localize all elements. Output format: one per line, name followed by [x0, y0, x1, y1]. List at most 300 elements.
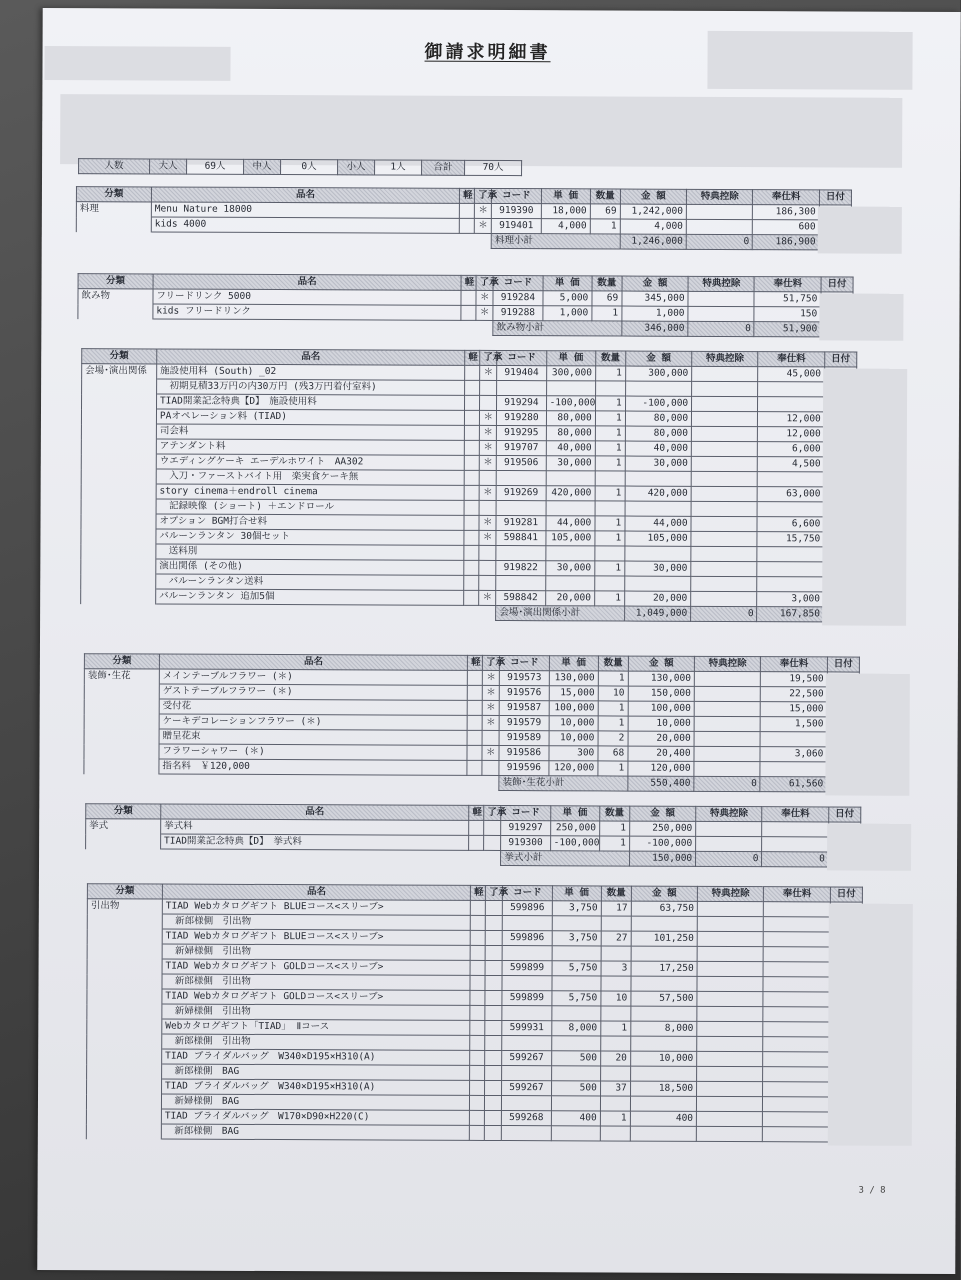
- service-mark: [484, 835, 501, 850]
- column-header: 軽: [468, 655, 483, 670]
- light-tax-cell: [470, 1095, 485, 1110]
- unit-price: 250,000: [550, 821, 599, 836]
- quantity: 1: [595, 456, 625, 471]
- middle-count: 0人: [281, 160, 338, 175]
- quantity: [601, 1006, 631, 1021]
- quantity: 1: [598, 671, 628, 686]
- deduction-cell: [691, 471, 757, 486]
- category-cell: [81, 469, 156, 484]
- column-header: 品名: [162, 884, 470, 900]
- amount: [631, 946, 697, 961]
- unit-price: 300: [549, 746, 598, 761]
- amount: 63,750: [631, 901, 697, 916]
- column-header: 了承: [484, 805, 501, 820]
- service-charge: [757, 562, 823, 577]
- deduction-cell: [686, 219, 752, 234]
- item-code: 919587: [499, 701, 548, 716]
- amount: 100,000: [628, 701, 694, 716]
- amount: [625, 501, 691, 516]
- quantity: 1: [600, 1111, 630, 1126]
- item-name: TIAD Webカタログギフト BLUEコース<スリーブ>: [162, 929, 470, 945]
- column-header: 金 額: [622, 276, 688, 291]
- item-code: 919506: [497, 455, 546, 470]
- deduction-cell: [691, 426, 757, 441]
- item-name: TIAD Webカタログギフト GOLDコース<スリーブ>: [162, 989, 470, 1005]
- light-tax-cell: [465, 440, 480, 455]
- light-tax-cell: [470, 1020, 485, 1035]
- column-header: 日付: [827, 657, 859, 672]
- service-mark: ＊: [479, 590, 496, 605]
- light-tax-cell: [464, 470, 479, 485]
- unit-price: 40,000: [546, 441, 595, 456]
- category-cell: [81, 589, 156, 604]
- deduction-cell: [691, 591, 757, 606]
- redacted-block: [827, 823, 911, 870]
- amount: [630, 1066, 696, 1081]
- item-name: TIAD ブライダルバッグ W340×D195×H310(A): [161, 1079, 469, 1095]
- child-count: 1人: [375, 160, 422, 175]
- service-mark: ＊: [475, 203, 492, 218]
- service-charge: 3,060: [760, 747, 826, 762]
- light-tax-cell: [470, 1110, 485, 1125]
- service-mark: ＊: [480, 410, 497, 425]
- quantity: [600, 1126, 630, 1141]
- category-cell: [87, 929, 162, 944]
- service-mark: [485, 1065, 502, 1080]
- section-table: [76, 186, 852, 250]
- category-cell: 飲み物: [78, 289, 153, 304]
- service-charge: [763, 1007, 829, 1022]
- item-code: [496, 500, 545, 515]
- column-header: 特典控除: [692, 351, 758, 366]
- column-header: 分類: [86, 804, 161, 819]
- column-header: 数量: [592, 276, 622, 291]
- column-header: 分類: [87, 884, 162, 899]
- quantity: [600, 1066, 630, 1081]
- category-cell: [82, 379, 157, 394]
- redacted-block: [828, 903, 913, 1145]
- service-charge: [763, 977, 829, 992]
- amount: 250,000: [629, 821, 695, 836]
- middle-label: 中人: [244, 159, 281, 174]
- column-header: コード: [493, 275, 542, 290]
- category-cell: [81, 499, 156, 514]
- people-count-table: [78, 158, 878, 177]
- light-tax-cell: [471, 900, 486, 915]
- document-title: 御請求明細書: [424, 41, 551, 64]
- subtotal-row: [81, 604, 856, 622]
- service-mark: ＊: [482, 670, 499, 685]
- item-name: ウエディングケーキ エーデルホワイト AA302: [156, 454, 464, 470]
- column-header: 品名: [153, 274, 461, 290]
- column-header: コード: [500, 656, 549, 671]
- category-cell: [87, 974, 162, 989]
- light-tax-cell: [470, 990, 485, 1005]
- redacted-block: [60, 94, 902, 168]
- service-mark: ＊: [482, 685, 499, 700]
- quantity: 1: [598, 761, 628, 776]
- item-code: 919576: [500, 686, 549, 701]
- quantity: 68: [598, 746, 628, 761]
- deduction-cell: [696, 821, 762, 836]
- category-cell: [86, 834, 161, 849]
- column-header: 分類: [76, 187, 151, 202]
- category-cell: [87, 1079, 162, 1094]
- subtotal-label: 料理小計: [492, 233, 621, 249]
- category-cell: 引出物: [87, 899, 162, 914]
- item-name: TIAD開業記念特典【D】 施設使用料: [156, 394, 464, 410]
- category-cell: [86, 1094, 161, 1109]
- item-name: 贈呈花束: [159, 729, 467, 745]
- item-name: ゲストテーブルフラワー (＊): [159, 684, 467, 700]
- service-charge: 63,000: [758, 487, 824, 502]
- light-tax-cell: [470, 945, 485, 960]
- quantity: 69: [592, 291, 622, 306]
- item-name: 施設使用料 (South) _02: [157, 364, 465, 380]
- service-mark: ＊: [479, 515, 496, 530]
- item-name: 新婦様側 引出物: [162, 1004, 470, 1020]
- blank-cell: [76, 232, 491, 249]
- service-mark: [479, 575, 496, 590]
- unit-price: 400: [551, 1111, 600, 1126]
- item-name: TIAD開業記念特典【D】 挙式料: [161, 834, 469, 850]
- unit-price: 105,000: [545, 531, 594, 546]
- subtotal-label: 会場･演出関係小計: [496, 605, 625, 621]
- unit-price: 80,000: [546, 411, 595, 426]
- item-name: kids 4000: [151, 217, 459, 233]
- quantity: 27: [601, 931, 631, 946]
- quantity: 37: [600, 1081, 630, 1096]
- light-tax-cell: [467, 730, 482, 745]
- column-header: 単 価: [541, 189, 590, 204]
- page-number: 3 / 8: [858, 1185, 886, 1196]
- unit-price: 5,750: [552, 961, 601, 976]
- item-name: 新婦様側 BAG: [161, 1094, 469, 1110]
- amount: 30,000: [625, 456, 691, 471]
- deduction-cell: [692, 366, 758, 381]
- item-name: 指名料 ￥120,000: [159, 759, 467, 775]
- category-cell: [87, 959, 162, 974]
- item-code: 919300: [501, 836, 550, 851]
- amount: 17,250: [631, 961, 697, 976]
- deduction-cell: [697, 1051, 763, 1066]
- unit-price: 10,000: [549, 716, 598, 731]
- item-code: 599899: [502, 991, 551, 1006]
- column-header: 了承: [480, 350, 497, 365]
- column-header: コード: [497, 350, 546, 365]
- service-mark: [485, 900, 502, 915]
- quantity: [601, 946, 631, 961]
- item-code: 599267: [502, 1081, 551, 1096]
- light-tax-cell: [464, 560, 479, 575]
- subtotal-deduction: 0: [686, 234, 752, 249]
- light-tax-cell: [459, 218, 474, 233]
- deduction-cell: [694, 686, 760, 701]
- service-charge: [763, 992, 829, 1007]
- quantity: 1: [599, 836, 629, 851]
- deduction-cell: [697, 1081, 763, 1096]
- subtotal-row: [78, 319, 853, 337]
- item-name: オプション BGM打合せ料: [156, 514, 464, 530]
- amount: 4,000: [620, 219, 686, 234]
- light-tax-cell: [470, 1005, 485, 1020]
- deduction-cell: [697, 901, 763, 916]
- item-name: 新郎様側 引出物: [162, 914, 470, 930]
- item-code: 598842: [496, 590, 545, 605]
- quantity: 1: [595, 366, 625, 381]
- service-charge: 15,000: [761, 702, 827, 717]
- unit-price: 3,750: [552, 901, 601, 916]
- service-charge: [764, 962, 830, 977]
- column-header: 日付: [830, 887, 862, 902]
- column-header: 数量: [590, 189, 620, 204]
- light-tax-cell: [465, 425, 480, 440]
- amount: [625, 546, 691, 561]
- category-cell: 挙式: [86, 819, 161, 834]
- quantity: [595, 471, 625, 486]
- unit-price: [545, 546, 594, 561]
- service-charge: 12,000: [758, 412, 824, 427]
- item-name: フリードリンク 5000: [153, 289, 461, 305]
- unit-price: 4,000: [541, 219, 590, 234]
- blank-cell: [81, 604, 496, 621]
- amount: [630, 1036, 696, 1051]
- amount: [630, 1096, 696, 1111]
- redacted-block: [822, 368, 907, 625]
- light-tax-cell: [464, 575, 479, 590]
- deduction-cell: [697, 1096, 763, 1111]
- deduction-cell: [691, 456, 757, 471]
- service-mark: [479, 470, 496, 485]
- unit-price: 18,000: [541, 204, 590, 219]
- column-header: 奉仕料: [754, 277, 820, 292]
- service-charge: [764, 917, 830, 932]
- service-charge: 150: [754, 307, 820, 322]
- deduction-cell: [692, 411, 758, 426]
- quantity: 1: [595, 531, 625, 546]
- category-cell: 会場･演出関係: [82, 364, 157, 379]
- amount: 105,000: [625, 531, 691, 546]
- amount: 400: [630, 1111, 696, 1126]
- section-table: [86, 883, 863, 1142]
- unit-price: 8,000: [551, 1021, 600, 1036]
- category-cell: [81, 424, 156, 439]
- deduction-cell: [694, 701, 760, 716]
- quantity: [595, 501, 625, 516]
- unit-price: 15,000: [549, 686, 598, 701]
- column-header: 分類: [78, 274, 153, 289]
- column-header: 金 額: [631, 886, 697, 901]
- item-code: 919280: [497, 410, 546, 425]
- amount: 1,000: [622, 306, 688, 321]
- light-tax-cell: [465, 380, 480, 395]
- service-mark: [485, 1110, 502, 1125]
- light-tax-cell: [469, 820, 484, 835]
- item-name: 新郎様側 引出物: [162, 1034, 470, 1050]
- quantity: 1: [590, 219, 620, 234]
- quantity: 1: [595, 486, 625, 501]
- service-charge: [763, 1022, 829, 1037]
- item-name: Menu Nature 18000: [151, 202, 459, 218]
- item-name: Webカタログギフト「TIAD」 Ⅱコース: [162, 1019, 470, 1035]
- column-header: 数量: [598, 656, 628, 671]
- deduction-cell: [696, 836, 762, 851]
- unit-price: 3,750: [552, 931, 601, 946]
- item-code: 919269: [496, 485, 545, 500]
- service-charge: [763, 1127, 829, 1142]
- amount: 120,000: [628, 761, 694, 776]
- deduction-cell: [694, 746, 760, 761]
- item-code: 919404: [497, 365, 546, 380]
- service-mark: [485, 915, 502, 930]
- light-tax-cell: [464, 455, 479, 470]
- deduction-cell: [696, 1126, 762, 1141]
- amount: 1,242,000: [620, 204, 686, 219]
- quantity: 1: [595, 426, 625, 441]
- item-name: アテンダント料: [156, 439, 464, 455]
- item-code: 919294: [497, 395, 546, 410]
- category-cell: [81, 454, 156, 469]
- quantity: 1: [595, 561, 625, 576]
- column-header: 数量: [595, 351, 625, 366]
- item-name: 挙式料: [161, 819, 469, 835]
- amount: 80,000: [625, 426, 691, 441]
- light-tax-cell: [464, 515, 479, 530]
- category-cell: [87, 1019, 162, 1034]
- column-header: 特典控除: [696, 806, 762, 821]
- service-mark: ＊: [480, 425, 497, 440]
- child-label: 小人: [338, 160, 375, 175]
- amount: [625, 471, 691, 486]
- item-name: kids フリードリンク: [153, 304, 461, 320]
- service-mark: [482, 760, 499, 775]
- service-mark: ＊: [479, 530, 496, 545]
- service-charge: [763, 1082, 829, 1097]
- item-name: 初期見積33万円の内30万円 (残3万円着付室料): [156, 379, 464, 395]
- service-charge: [762, 822, 828, 837]
- quantity: [600, 1036, 630, 1051]
- column-header: 奉仕料: [761, 657, 827, 672]
- subtotal-deduction: 0: [691, 606, 757, 621]
- service-mark: ＊: [482, 745, 499, 760]
- service-charge: [763, 1097, 829, 1112]
- item-code: 599896: [502, 931, 551, 946]
- deduction-cell: [697, 1021, 763, 1036]
- category-cell: [84, 684, 159, 699]
- deduction-cell: [691, 441, 757, 456]
- deduction-cell: [691, 516, 757, 531]
- service-charge: [758, 397, 824, 412]
- column-header: 単 価: [543, 276, 592, 291]
- item-code: 919822: [496, 560, 545, 575]
- amount: 40,000: [625, 441, 691, 456]
- blank-cell: [78, 319, 493, 336]
- subtotal-label: 飲み物小計: [493, 320, 622, 336]
- amount: 18,500: [630, 1081, 696, 1096]
- column-header: 数量: [599, 806, 629, 821]
- column-header: 奉仕料: [764, 887, 830, 902]
- unit-price: [551, 1096, 600, 1111]
- item-code: 919707: [497, 440, 546, 455]
- service-mark: ＊: [479, 440, 496, 455]
- column-header: 金 額: [620, 189, 686, 204]
- item-code: [496, 575, 545, 590]
- category-cell: [87, 1004, 162, 1019]
- amount: 57,500: [631, 991, 697, 1006]
- column-header: 奉仕料: [753, 190, 819, 205]
- deduction-cell: [692, 396, 758, 411]
- deduction-cell: [691, 576, 757, 591]
- deduction-cell: [694, 761, 760, 776]
- quantity: [601, 916, 631, 931]
- deduction-cell: [694, 716, 760, 731]
- category-cell: [87, 1064, 162, 1079]
- category-cell: [87, 989, 162, 1004]
- unit-price: [545, 576, 594, 591]
- subtotal-service: 167,850: [757, 607, 823, 622]
- column-header: 了承: [483, 655, 500, 670]
- service-charge: [764, 902, 830, 917]
- quantity: 10: [601, 991, 631, 1006]
- service-mark: [485, 1050, 502, 1065]
- service-mark: [480, 380, 497, 395]
- amount: -100,000: [629, 836, 695, 851]
- light-tax-cell: [465, 365, 480, 380]
- deduction-cell: [686, 204, 752, 219]
- quantity: [600, 1096, 630, 1111]
- category-cell: [86, 1109, 161, 1124]
- category-cell: [86, 1124, 161, 1139]
- column-header: 日付: [825, 352, 857, 367]
- blank-cell: [86, 849, 501, 866]
- light-tax-cell: [470, 975, 485, 990]
- amount: 8,000: [631, 1021, 697, 1036]
- service-charge: 45,000: [758, 367, 824, 382]
- service-charge: 186,300: [753, 205, 819, 220]
- column-header: 日付: [829, 807, 861, 822]
- column-header: 分類: [82, 349, 157, 364]
- item-code: [496, 470, 545, 485]
- item-name: 演出関係 (その他): [156, 559, 464, 575]
- unit-price: [551, 1036, 600, 1051]
- service-charge: [763, 1052, 829, 1067]
- service-mark: ＊: [482, 700, 499, 715]
- unit-price: 30,000: [545, 561, 594, 576]
- item-code: [502, 1066, 551, 1081]
- subtotal-amount: 150,000: [629, 851, 695, 866]
- subtotal-label: 装飾･生花小計: [499, 776, 628, 792]
- unit-price: 20,000: [545, 591, 594, 606]
- service-charge: [763, 1037, 829, 1052]
- service-charge: 19,500: [761, 672, 827, 687]
- item-code: 919288: [493, 305, 542, 320]
- service-charge: 3,000: [757, 592, 823, 607]
- unit-price: 30,000: [546, 456, 595, 471]
- deduction-cell: [697, 1006, 763, 1021]
- column-header: 単 価: [546, 351, 595, 366]
- unit-price: 80,000: [546, 426, 595, 441]
- item-name: 司会料: [156, 424, 464, 440]
- unit-price: [552, 916, 601, 931]
- column-header: 奉仕料: [762, 807, 828, 822]
- service-charge: [760, 762, 826, 777]
- item-name: 記録映像 (ショート) ＋エンドロール: [156, 499, 464, 515]
- item-name: 新郎様側 BAG: [162, 1064, 470, 1080]
- subtotal-row: [76, 232, 851, 250]
- amount: [624, 576, 690, 591]
- category-cell: [81, 544, 156, 559]
- light-tax-cell: [464, 500, 479, 515]
